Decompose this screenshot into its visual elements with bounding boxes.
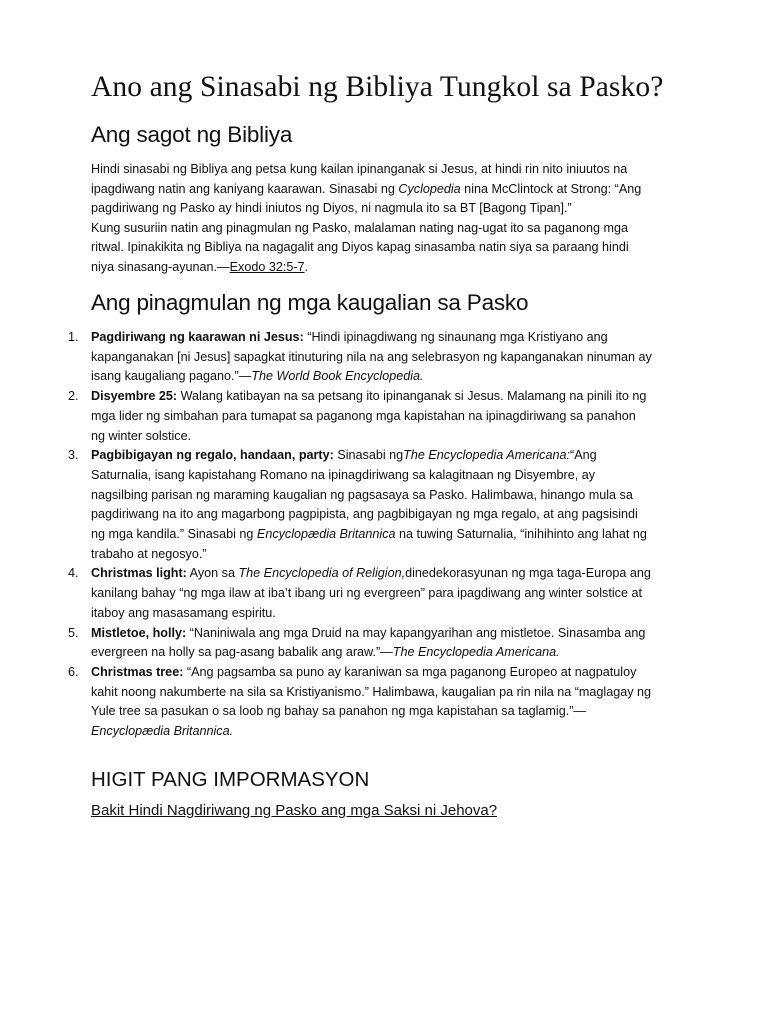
- paragraph-bible-answer: [91, 160, 691, 277]
- text-line: mga lider ng simbahan para tumapat sa paganong mga kapistahan na ipinagdiriwang sa panahon: [91, 408, 636, 423]
- text-line: Yule tree sa pasukan o sa loob ng bahay sa panahon ng mga kapistahan sa taglamig.”—: [91, 704, 586, 719]
- text-line: pagdiriwang ng Pasko ay hindi iniutos ng Diyos, ni nagmula ito sa BT [Bagong Tipan].”: [91, 201, 572, 215]
- text-line: ritwal. Ipinakikita ng Bibliya na nagagalit ang Diyos kapag sinasamba natin siya sa paraang hindi: [91, 240, 629, 254]
- text-line: [91, 564, 691, 584]
- text-segment: nina McClintock at Strong: “Ang: [460, 181, 642, 196]
- text-line: pagdiriwang na ito ang magarbong pagpipista, ang pagbibigayan ng mga regalo, at ang pagsisindi: [91, 507, 638, 522]
- list-number: 5.: [68, 625, 79, 640]
- text-segment: ipagdiwang natin ang kaniyang kaarawan. Sinasabi ng: [91, 181, 399, 196]
- text-segment: .: [304, 259, 309, 274]
- cyclopedia-title: Cyclopedia: [398, 181, 461, 196]
- source-title: Encyclopædia Britannica.: [91, 724, 234, 739]
- text-line: Kung susuriin natin ang pinagmulan ng Pasko, malalaman nating nag-ugat ito sa paganong mga: [91, 220, 628, 235]
- section-heading-bible-answer: Ang sagot ng Bibliya: [91, 122, 293, 147]
- text-line: Saturnalia, isang kapistahang Romano na ipinagdiriwang sa kalagitnaan ng Disyembre, ay: [91, 467, 596, 482]
- text-segment: dinedekorasyunan ng mga taga-Europa ang: [405, 566, 651, 581]
- text-line: [91, 722, 691, 742]
- text-line: itaboy ang masasamang espiritu.: [91, 605, 276, 620]
- text-line: [91, 446, 691, 466]
- item-title: Pagdiriwang ng kaarawan ni Jesus:: [91, 330, 304, 344]
- text-line: [91, 258, 691, 278]
- text-segment: Sinasabi ng: [333, 448, 404, 463]
- text-segment: Walang katibayan na sa petsang ito ipinanganak si Jesus. Malamang na pinili ito ng: [177, 389, 647, 404]
- list-number: 1.: [68, 330, 79, 344]
- list-item: [0, 328, 768, 387]
- item-title: Christmas tree:: [91, 664, 184, 679]
- list-item: [0, 446, 768, 564]
- item-title: Christmas light:: [91, 566, 187, 581]
- text-line: [91, 624, 691, 644]
- scripture-reference-link[interactable]: Exodo 32:5-7: [229, 259, 305, 274]
- text-line: [91, 387, 691, 407]
- text-line: kahit noong nakumberte na sila sa Kristiyanismo.” Halimbawa, kaugalian pa rin nila na “maglagay ng: [91, 684, 652, 699]
- text-line: Hindi sinasabi ng Bibliya ang petsa kung kailan ipinanganak si Jesus, at hindi rin nito iniuutos na: [91, 162, 628, 176]
- text-segment: ng mga kandila.” Sinasabi ng: [91, 527, 257, 542]
- text-line: [91, 328, 691, 348]
- source-title: The Encyclopedia Americana.: [392, 645, 560, 660]
- text-segment: “Ang: [570, 448, 597, 463]
- text-segment: “Hindi ipinagdiwang ng sinaunang mga Kristiyano ang: [303, 330, 608, 344]
- text-line: ng winter solstice.: [91, 428, 192, 443]
- list-item: [0, 387, 768, 446]
- source-title: The World Book Encyclopedia.: [251, 369, 424, 384]
- text-segment: isang kaugaliang pagano.”—: [91, 369, 252, 384]
- list-item: [0, 663, 768, 742]
- item-title: Disyembre 25:: [91, 389, 178, 404]
- source-title: The Encyclopedia of Religion,: [238, 566, 406, 581]
- list-item: [0, 564, 768, 623]
- list-number: 2.: [68, 389, 79, 404]
- text-line: [91, 643, 691, 663]
- text-line: nagsilbing parisan ng maraming kaugalian ng pagsasaya sa Pasko. Halimbawa, hinango mula sa: [91, 487, 633, 502]
- text-line: [91, 367, 691, 387]
- source-title: The Encyclopedia Americana:: [403, 448, 570, 463]
- list-item: [0, 624, 768, 663]
- text-line: kapanganakan [ni Jesus] sapagkat itinuturing nila na ang selebrasyon ng kapanganakan ninuman ay: [91, 349, 652, 364]
- page-title: Ano ang Sinasabi ng Bibliya Tungkol sa Pasko?: [91, 71, 664, 103]
- text-segment: Ayon sa: [186, 566, 239, 581]
- text-segment: evergreen na holly sa pag-asang babalik ang araw.”—: [91, 645, 393, 660]
- item-title: Pagbibigayan ng regalo, handaan, party:: [91, 448, 334, 463]
- text-line: [91, 663, 691, 683]
- list-number: 6.: [68, 664, 79, 679]
- text-segment: niya sinasang-ayunan.—: [91, 259, 230, 274]
- item-title: Mistletoe, holly:: [91, 625, 187, 640]
- text-line: trabaho at negosyo.”: [91, 546, 207, 561]
- more-info-link[interactable]: Bakit Hindi Nagdiriwang ng Pasko ang mga Saksi ni Jehova?: [91, 802, 498, 819]
- text-line: [91, 525, 691, 545]
- list-number: 4.: [68, 566, 79, 581]
- text-segment: na tuwing Saturnalia, “inihihinto ang lahat ng: [395, 527, 647, 542]
- text-segment: “Naniniwala ang mga Druid na may kapangyarihan ang mistletoe. Sinasamba ang: [186, 625, 646, 640]
- list-number: 3.: [68, 448, 79, 463]
- text-line: kanilang bahay “ng mga ilaw at iba’t ibang uri ng evergreen” para ipagdiwang ang winter solstice at: [91, 586, 642, 601]
- more-info-heading: HIGIT PANG IMPORMASYON: [91, 768, 370, 791]
- origins-list: [0, 328, 768, 742]
- text-segment: “Ang pagsamba sa puno ay karaniwan sa mga paganong Europeo at nagpatuloy: [183, 664, 637, 679]
- text-line: [91, 180, 691, 200]
- source-title: Encyclopædia Britannica: [256, 527, 396, 542]
- section-heading-origins: Ang pinagmulan ng mga kaugalian sa Pasko: [91, 290, 529, 315]
